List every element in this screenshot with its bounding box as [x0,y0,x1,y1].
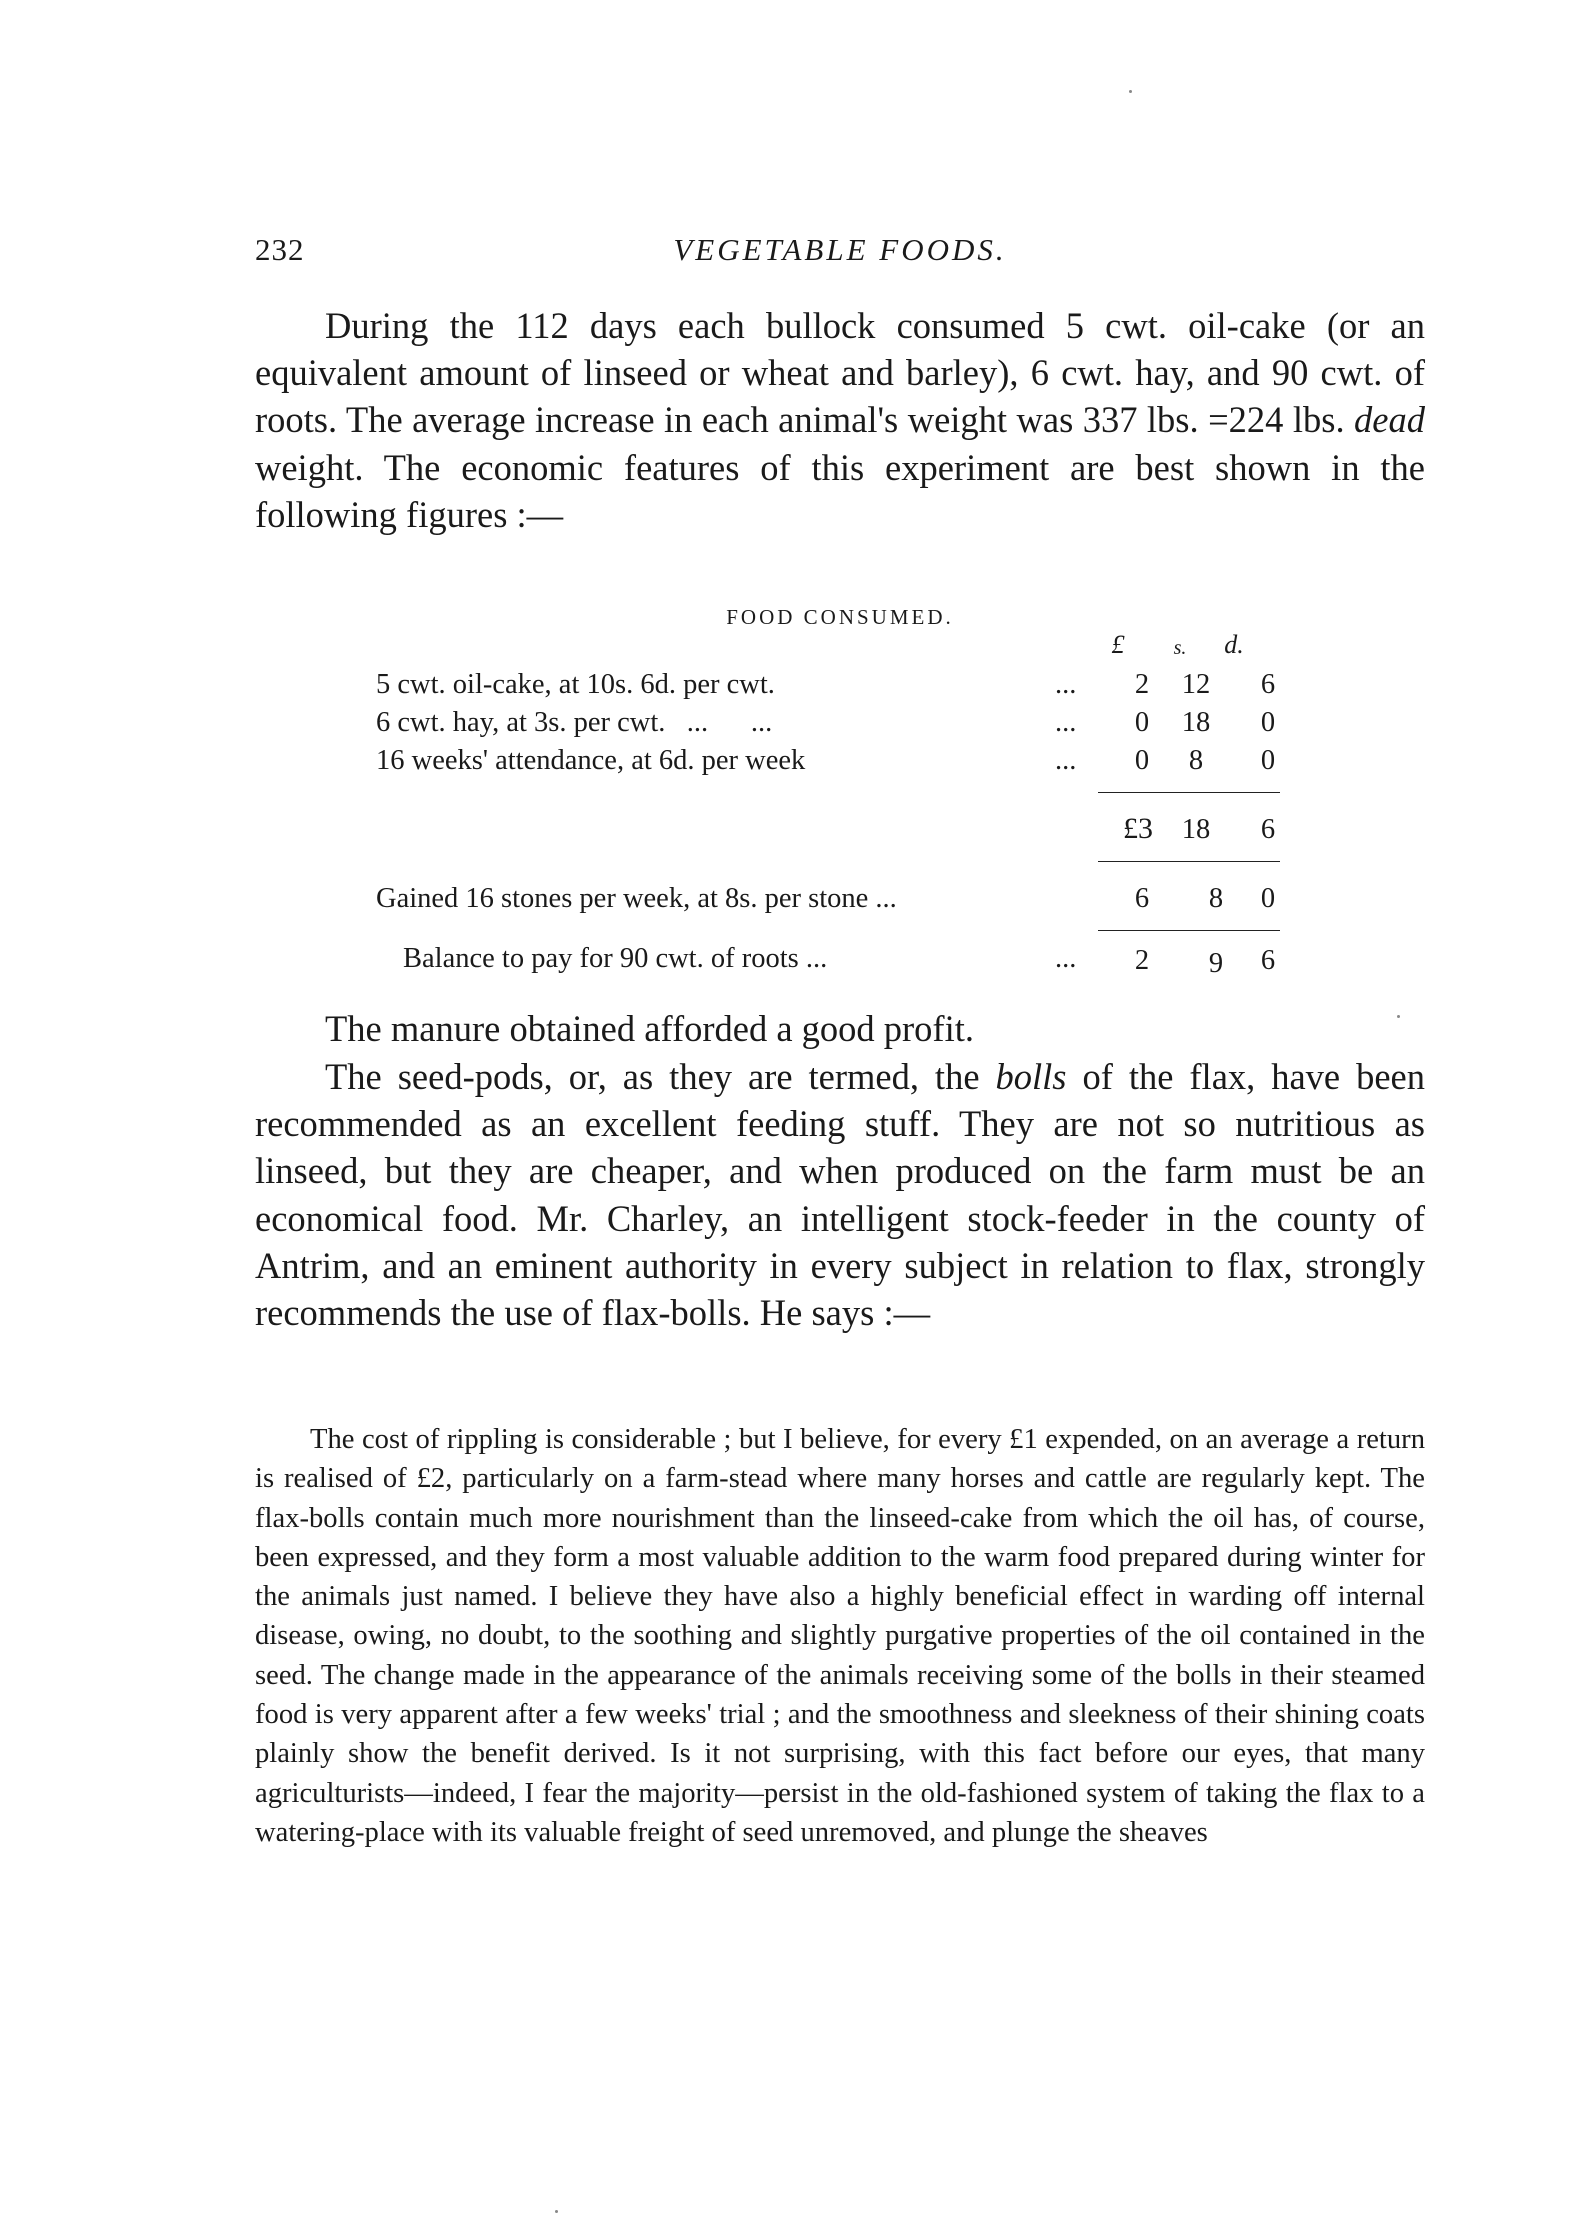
row-balance-pence: 6 [1260,945,1276,976]
row-hay-pence: 0 [1260,707,1276,738]
table-title: FOOD CONSUMED. [726,605,954,629]
rule-gained [1098,930,1280,931]
total-shillings: 18 [1181,814,1211,845]
page-number: 232 [255,232,305,267]
row-balance-shillings: 9 [1208,948,1224,979]
row-attendance-pounds: 0 [1134,745,1150,776]
row-balance-label: Balance to pay for 90 cwt. of roots ... [403,943,828,974]
paragraph-experiment [255,302,1425,538]
paragraph-seed-pods-text-b: of the flax, have been recommended as an excellent feeding stuff. They are not so nutritious as linseed, but they are cheaper, and when produced on the farm must be an economical food. Mr. Charley, an intelligent stock-feeder in the county of Antrim, and an eminent authority in every subject in relation to flax, strongly recommends the use of flax-bolls. He says :— [255,1056,1426,1334]
paper-speck [1129,90,1132,93]
header-pounds: £ [1111,630,1125,659]
row-gained-shillings: 8 [1208,883,1224,914]
rule-total [1098,861,1280,862]
row-attendance-pence: 0 [1260,745,1276,776]
paragraph-experiment-text-b: weight. The economic features of this experiment are best shown in the following figures :— [255,446,1425,535]
row-oil-cake-shillings: 12 [1181,669,1211,700]
running-head: VEGETABLE FOODS. [673,232,1007,267]
paragraph-seed-pods [255,1053,1425,1336]
paragraph-seed-pods-text-a: The seed-pods, or, as they are termed, the [325,1056,996,1097]
row-balance-dots: ... [1055,943,1077,974]
rule-subtotal [1098,792,1280,793]
italic-dead: dead [1354,399,1425,441]
paragraph-experiment-text-a: During the 112 days each bullock consumed 5 cwt. oil-cake (or an equivalent amount of linseed or wheat and barley), 6 cwt. hay, and 90 cwt. of roots. The average increase in each animal's weight was 337 lbs. =224 lbs. [255,305,1425,441]
page-header [255,232,1425,272]
block-quote: The cost of rippling is considerable ; but I believe, for every £1 expended, on an average a return is realised of £2, particularly on a farm-stead where many horses and cattle are regularly kept. The flax-bolls contain much more nourishment than the linseed-cake from which the oil has, of course, been expressed, and they form a most valuable addition to the warm food prepared during winter for the animals just named. I believe they have also a highly beneficial effect in warding off internal disease, owing, no doubt, to the soothing and slightly purgative properties of the oil contained in the seed. The change made in the appearance of the animals receiving some of the bolls in their steamed food is very apparent after a few weeks' trial ; and the smoothness and sleekness of their shining coats plainly show the benefit derived. Is it not surprising, with this fact before our eyes, that many agriculturists—indeed, I fear the majority—persist in the old-fashioned system of taking the flax to a watering-place with its valuable freight of seed unremoved, and plunge the sheaves [255,1424,1425,1848]
row-attendance-shillings: 8 [1188,745,1204,776]
row-oil-cake-pence: 6 [1260,669,1276,700]
row-balance-pounds: 2 [1134,945,1150,976]
row-attendance-label: 16 weeks' attendance, at 6d. per week [376,745,806,776]
row-hay-shillings: 18 [1181,707,1211,738]
paragraph-manure: The manure obtained afforded a good profit. [325,1008,974,1049]
row-hay-dots: ... [1055,707,1077,738]
row-hay-label: 6 cwt. hay, at 3s. per cwt. ... ... [376,707,773,738]
paper-speck [1397,1015,1400,1018]
header-shillings: s. [1173,637,1187,659]
row-attendance-dots: ... [1055,745,1077,776]
total-pounds: £3 [1123,812,1153,845]
header-pence: d. [1224,630,1244,659]
paper-speck [555,2210,558,2213]
row-oil-cake-label: 5 cwt. oil-cake, at 10s. 6d. per cwt. [376,669,775,700]
total-pence: 6 [1260,814,1276,845]
row-oil-cake-pounds: 2 [1134,669,1150,700]
row-gained-pounds: 6 [1134,883,1150,914]
italic-bolls: bolls [995,1056,1067,1097]
row-oil-cake-dots: ... [1055,669,1077,700]
row-gained-pence: 0 [1260,883,1276,914]
row-gained-label: Gained 16 stones per week, at 8s. per stone ... [376,883,897,914]
row-hay-pounds: 0 [1134,707,1150,738]
